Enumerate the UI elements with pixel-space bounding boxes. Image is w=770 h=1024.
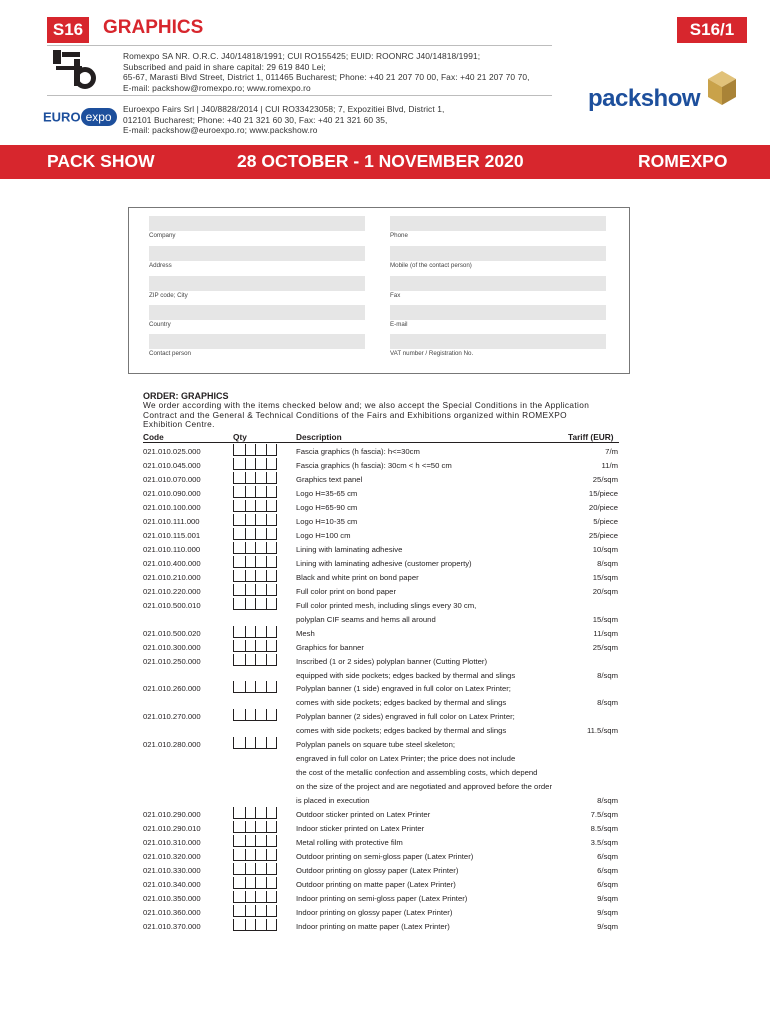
item-tariff: 25/sqm	[592, 474, 618, 484]
table-row	[0, 614, 770, 628]
phone-label: Phone	[390, 232, 408, 239]
table-row	[0, 697, 770, 711]
table-row	[0, 656, 770, 670]
item-description: Outdoor printing on glossy paper (Latex Printer)	[296, 866, 459, 876]
item-tariff: 7/m	[605, 447, 618, 456]
item-code: 021.010.070.000	[143, 474, 201, 484]
item-description: Lining with laminating adhesive (customer property)	[296, 558, 472, 568]
table-row	[0, 795, 770, 809]
order-text-line: Exhibition Centre.	[143, 419, 215, 430]
section-code-tag: S16	[47, 17, 89, 43]
table-row	[0, 572, 770, 586]
email-field[interactable]	[390, 305, 606, 320]
table-row	[0, 558, 770, 572]
item-code: 021.010.290.010	[143, 824, 201, 834]
quantity-input[interactable]	[233, 472, 277, 484]
table-row	[0, 628, 770, 642]
quantity-input[interactable]	[233, 849, 277, 861]
item-description: Mesh	[296, 628, 315, 638]
quantity-input[interactable]	[233, 528, 277, 540]
column-header-rule	[143, 442, 619, 443]
item-tariff: 25/sqm	[592, 642, 618, 652]
item-tariff: 20/sqm	[592, 586, 618, 596]
item-description: Graphics text panel	[296, 474, 363, 484]
item-description: Indoor printing on glossy paper (Latex Printer)	[296, 908, 453, 917]
item-tariff: 15/sqm	[592, 572, 618, 582]
euroexpo-info-line: E-mail: packshow@euroexpo.ro; www.packshow.ro	[123, 125, 318, 136]
item-tariff: 10/sqm	[592, 544, 618, 554]
table-row	[0, 446, 770, 460]
order-text-line: We order according with the items checked below and; we also accept the Special Conditions in the Application	[143, 400, 590, 410]
column-header-tariff: Tariff (EUR)	[568, 432, 614, 442]
table-row	[0, 474, 770, 488]
item-description: Polyplan panels on square tube steel skeleton;	[296, 740, 455, 750]
item-code: 021.010.260.000	[143, 684, 201, 694]
event-band	[0, 145, 770, 179]
item-tariff: 6/sqm	[597, 866, 618, 876]
item-tariff: 8/sqm	[597, 698, 618, 708]
table-row	[0, 837, 770, 851]
table-row	[0, 683, 770, 697]
item-description: Outdoor sticker printed on Latex Printer	[296, 810, 431, 820]
quantity-input[interactable]	[233, 556, 277, 568]
item-code: 021.010.300.000	[143, 642, 201, 652]
table-row	[0, 809, 770, 823]
item-tariff: 11/sqm	[593, 628, 618, 638]
item-description: comes with side pockets; edges backed by thermal and slings	[296, 698, 507, 708]
item-code: 021.010.500.020	[143, 628, 201, 638]
item-description: Polyplan banner (1 side) engraved in full color on Latex Printer;	[296, 684, 511, 694]
quantity-input[interactable]	[233, 444, 277, 456]
mobile-field[interactable]	[390, 246, 606, 261]
item-code: 021.010.280.000	[143, 740, 201, 750]
column-header-description: Description	[296, 432, 342, 442]
company-label: Company	[149, 232, 176, 239]
table-row	[0, 781, 770, 795]
table-row	[0, 865, 770, 879]
table-row	[0, 586, 770, 600]
item-description: polyplan CIF seams and hems all around	[296, 614, 436, 624]
euroexpo-logo-euro: EURO	[43, 109, 81, 125]
table-row	[0, 600, 770, 614]
quantity-input[interactable]	[233, 835, 277, 847]
item-code: 021.010.111.000	[143, 516, 200, 526]
euroexpo-info	[123, 104, 444, 136]
table-row	[0, 711, 770, 725]
item-code: 021.010.400.000	[143, 558, 201, 568]
table-row	[0, 516, 770, 530]
quantity-input[interactable]	[233, 640, 277, 652]
order-text-line: Contract and the General & Technical Conditions of the Fairs and Exhibitions organized within ROMEXPO	[143, 409, 567, 420]
column-header-qty: Qty	[233, 432, 247, 442]
item-code: 021.010.340.000	[143, 880, 201, 890]
item-description: Lining with laminating adhesive	[296, 544, 403, 554]
table-row	[0, 642, 770, 656]
header-rule-top	[47, 45, 552, 46]
order-title: ORDER: GRAPHICS	[143, 391, 229, 401]
item-tariff: 11.5/sqm	[586, 726, 618, 736]
table-row	[0, 907, 770, 921]
phone-field[interactable]	[390, 216, 606, 231]
quantity-input[interactable]	[233, 807, 277, 819]
zip-city-label: ZIP code; City	[149, 292, 188, 299]
item-description: Indoor printing on semi-gloss paper (Latex Printer)	[296, 894, 468, 904]
item-code: 021.010.090.000	[143, 488, 201, 498]
item-code: 021.010.250.000	[143, 656, 201, 666]
table-row	[0, 530, 770, 544]
page-code-tag: S16/1	[677, 17, 747, 43]
item-tariff: 8.5/sqm	[590, 824, 618, 834]
quantity-input[interactable]	[233, 821, 277, 833]
quantity-input[interactable]	[233, 737, 277, 749]
quantity-input[interactable]	[233, 598, 277, 610]
packshow-logo	[588, 85, 748, 115]
table-row	[0, 851, 770, 865]
item-code: 021.010.110.000	[143, 544, 201, 554]
item-description: Indoor printing on matte paper (Latex Printer)	[296, 921, 450, 931]
item-description: Black and white print on bond paper	[296, 572, 419, 582]
item-description: Full color print on bond paper	[296, 586, 396, 596]
table-row	[0, 893, 770, 907]
quantity-input[interactable]	[233, 863, 277, 875]
zip-city-field[interactable]	[149, 276, 365, 291]
item-tariff: 8/sqm	[597, 670, 618, 680]
table-row	[0, 670, 770, 684]
quantity-input[interactable]	[233, 514, 277, 526]
header-rule-mid	[47, 95, 552, 96]
address-field[interactable]	[149, 246, 365, 261]
vat-field[interactable]	[390, 334, 606, 349]
item-description: Fascia graphics (h fascia): h<=30cm	[296, 447, 420, 456]
packshow-box-icon	[706, 69, 738, 109]
item-tariff: 9/sqm	[597, 908, 618, 917]
fair-name: PACK SHOW	[47, 151, 155, 171]
item-tariff: 6/sqm	[597, 880, 618, 890]
contact-person-label: Contact person	[149, 350, 191, 357]
quantity-input[interactable]	[233, 654, 277, 666]
item-code: 021.010.045.000	[143, 460, 201, 470]
item-tariff: 15/sqm	[592, 614, 618, 624]
item-tariff: 3.5/sqm	[590, 838, 618, 848]
item-tariff: 9/sqm	[597, 894, 618, 904]
address-label: Address	[149, 262, 172, 269]
item-tariff: 6/sqm	[597, 852, 618, 862]
quantity-input[interactable]	[233, 500, 277, 512]
item-code: 021.010.100.000	[143, 502, 201, 512]
item-code: 021.010.025.000	[143, 447, 201, 456]
quantity-input[interactable]	[233, 891, 277, 903]
item-code: 021.010.115.001	[143, 530, 201, 540]
item-tariff: 7.5/sqm	[590, 810, 618, 820]
romexpo-info-line: Subscribed and paid in share capital: 29 619 840 Lei;	[123, 61, 326, 72]
table-row	[0, 502, 770, 516]
item-code: 021.010.320.000	[143, 852, 201, 862]
item-tariff: 20/piece	[588, 502, 618, 512]
euroexpo-info-line: Euroexpo Fairs Srl | J40/8828/2014 | CUI RO33423058; 7, Expozitiei Blvd, District 1,	[123, 104, 445, 114]
euroexpo-logo-expo: expo	[81, 108, 117, 126]
romexpo-info-line: E-mail: packshow@romexpo.ro; www.romexpo.ro	[123, 82, 311, 93]
item-code: 021.010.370.000	[143, 921, 201, 931]
fair-dates: 28 OCTOBER - 1 NOVEMBER 2020	[237, 151, 524, 171]
item-description: Full color printed mesh, including slings every 30 cm,	[296, 600, 477, 610]
table-row	[0, 879, 770, 893]
table-row	[0, 460, 770, 474]
quantity-input[interactable]	[233, 877, 277, 889]
item-code: 021.010.270.000	[143, 712, 201, 722]
table-row	[0, 739, 770, 753]
quantity-input[interactable]	[233, 542, 277, 554]
item-description: Indoor sticker printed on Latex Printer	[296, 824, 425, 834]
table-row	[0, 544, 770, 558]
quantity-input[interactable]	[233, 458, 277, 470]
item-description: engraved in full color on Latex Printer; the price does not include	[296, 754, 516, 764]
column-header-code: Code	[143, 432, 164, 442]
item-description: comes with side pockets; edges backed by thermal and slings	[296, 726, 507, 736]
item-description: the cost of the metallic confection and assembling costs, which depend	[296, 768, 538, 778]
fair-venue: ROMEXPO	[638, 151, 728, 171]
romexpo-info-line: Romexpo SA NR. O.R.C. J40/14818/1991; CUI RO155425; EUID: ROONRC J40/14818/1991;	[123, 51, 481, 61]
item-code: 021.010.350.000	[143, 894, 201, 904]
item-tariff: 5/piece	[593, 516, 618, 526]
item-description: Logo H=65-90 cm	[296, 502, 358, 512]
packshow-logo-text: packshow	[588, 85, 701, 112]
item-tariff: 15/piece	[588, 488, 618, 498]
euroexpo-info-line: 012101 Bucharest; Phone: +40 21 321 60 30, Fax: +40 21 321 60 35,	[123, 114, 388, 125]
item-tariff: 8/sqm	[597, 796, 618, 806]
item-description: Graphics for banner	[296, 642, 364, 652]
quantity-input[interactable]	[233, 905, 277, 917]
item-code: 021.010.330.000	[143, 866, 201, 876]
item-tariff: 8/sqm	[597, 558, 618, 568]
item-tariff: 25/piece	[588, 530, 618, 540]
romexpo-logo	[50, 48, 100, 90]
table-row	[0, 823, 770, 837]
fax-field[interactable]	[390, 276, 606, 291]
item-tariff: 11/m	[601, 460, 618, 470]
table-row	[0, 488, 770, 502]
item-description: Logo H=10-35 cm	[296, 516, 358, 526]
item-description: Logo H=100 cm	[296, 530, 351, 540]
item-code: 021.010.360.000	[143, 908, 201, 917]
vat-label: VAT number / Registration No.	[390, 350, 474, 357]
section-title: GRAPHICS	[103, 17, 204, 38]
quantity-input[interactable]	[233, 919, 277, 931]
item-code: 021.010.210.000	[143, 572, 201, 582]
contact-person-field[interactable]	[149, 334, 365, 349]
item-description: Polyplan banner (2 sides) engraved in full color on Latex Printer;	[296, 712, 515, 722]
country-label: Country	[149, 321, 171, 328]
item-code: 021.010.310.000	[143, 838, 201, 848]
quantity-input[interactable]	[233, 584, 277, 596]
order-conditions-text	[143, 401, 623, 430]
table-row	[0, 753, 770, 767]
euroexpo-logo	[43, 108, 117, 132]
email-label: E-mail	[390, 321, 408, 328]
item-description: Metal rolling with protective film	[296, 838, 403, 848]
fax-label: Fax	[390, 292, 401, 299]
item-description: Outdoor printing on semi-gloss paper (Latex Printer)	[296, 852, 474, 862]
quantity-input[interactable]	[233, 486, 277, 498]
company-field[interactable]	[149, 216, 365, 231]
quantity-input[interactable]	[233, 626, 277, 638]
quantity-input[interactable]	[233, 709, 277, 721]
item-description: Fascia graphics (h fascia): 30cm < h <=50 cm	[296, 460, 452, 470]
contact-form	[128, 207, 630, 374]
table-row	[0, 725, 770, 739]
country-field[interactable]	[149, 305, 365, 320]
quantity-input[interactable]	[233, 570, 277, 582]
mobile-label: Mobile (of the contact person)	[390, 262, 472, 269]
item-description: is placed in execution	[296, 796, 370, 806]
item-description: on the size of the project and are negotiated and approved before the order	[296, 782, 553, 792]
item-description: equipped with side pockets; edges backed by thermal and slings	[296, 670, 516, 680]
table-row	[0, 767, 770, 781]
table-row	[0, 921, 770, 935]
item-description: Inscribed (1 or 2 sides) polyplan banner (Cutting Plotter)	[296, 656, 488, 666]
romexpo-info-line: 65-67, Marasti Blvd Street, District 1, 011465 Bucharest; Phone: +40 21 207 70 00, Fax: +40 21 207 70 70,	[123, 72, 530, 83]
item-code: 021.010.500.010	[143, 600, 201, 610]
item-tariff: 9/sqm	[597, 921, 618, 931]
quantity-input[interactable]	[233, 681, 277, 693]
item-description: Logo H=35-65 cm	[296, 488, 358, 498]
romexpo-info	[123, 51, 530, 93]
item-code: 021.010.290.000	[143, 810, 201, 820]
item-code: 021.010.220.000	[143, 586, 201, 596]
item-description: Outdoor printing on matte paper (Latex Printer)	[296, 880, 456, 890]
